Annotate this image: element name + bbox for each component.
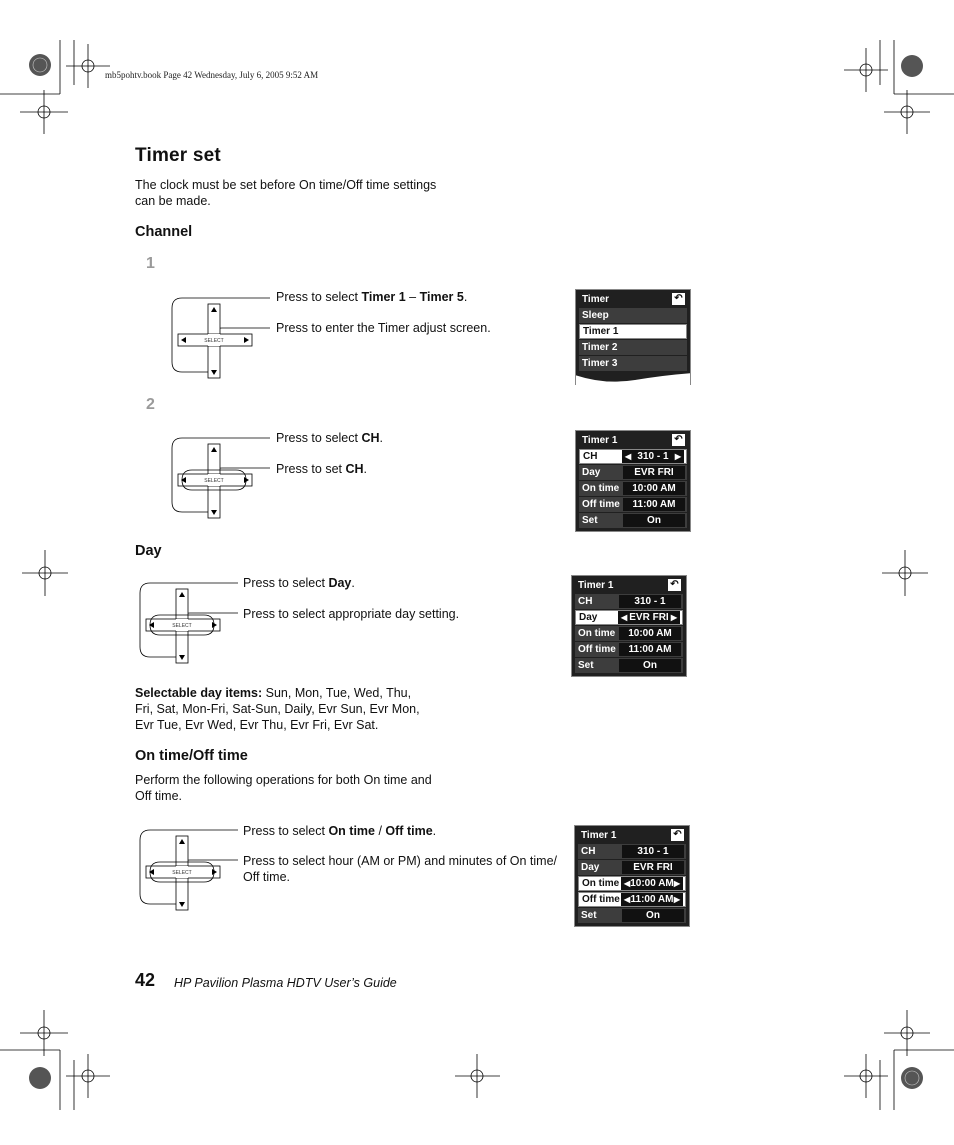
back-icon: ↶ (672, 434, 685, 446)
pad-label: SELECT (204, 478, 224, 484)
callout-select-on-off: Press to select On time / Off time. (243, 824, 437, 838)
row-ch[interactable]: CH 310 - 1 (575, 594, 683, 609)
channel-heading: Channel (135, 224, 193, 240)
remote-pad-3 (138, 575, 238, 675)
ontime-heading: On time/Off time (135, 748, 248, 764)
file-header: mb5pohtv.book Page 42 Wednesday, July 6, 2005 9:52 AM (105, 70, 319, 80)
callout-select-hour: Press to select hour (AM or PM) and minutes of On time/ Off time. (243, 854, 558, 884)
menu-item-sleep[interactable]: Sleep (579, 308, 687, 323)
menu-item-timer-1[interactable]: Timer 1 (579, 324, 687, 339)
page-title: Timer set (135, 145, 221, 166)
callout-select-timer: Press to select Timer 1 – Timer 5. (276, 290, 468, 304)
selectable-day-items: Selectable day items: Sun, Mon, Tue, Wed, Thu, Fri, Sat, Mon-Fri, Sat-Sun, Daily, Evr Sun, Evr Mon, Evr Tue, Evr Wed, Evr Thu, Evr Fri, Evr Sat. (135, 686, 420, 732)
remote-pad-2 (170, 430, 270, 530)
back-icon: ↶ (671, 829, 684, 841)
timer1-time-screen: Timer 1 ↶ CH 310 - 1 Day EVR FRI On time ◀ 10:00 AM ▶ Off time ◀ 11:00 AM ▶ Set On (574, 825, 690, 927)
callout-select-day: Press to select Day. (243, 576, 355, 590)
row-set[interactable]: Set On (579, 513, 687, 528)
pad-label: SELECT (172, 623, 192, 629)
intro-text: The clock must be set before On time/Off time settings can be made. (135, 178, 437, 208)
step-number: 2 (146, 396, 155, 413)
back-icon: ↶ (672, 293, 685, 305)
row-set[interactable]: Set On (578, 908, 686, 923)
row-off-time[interactable]: Off time ◀ 11:00 AM ▶ (578, 892, 686, 907)
menu-title: Timer ↶ (579, 293, 687, 307)
callout-enter-timer: Press to enter the Timer adjust screen. (276, 321, 491, 335)
page-number: 42 (135, 970, 156, 990)
row-off-time[interactable]: Off time 11:00 AM (575, 642, 683, 657)
row-off-time[interactable]: Off time 11:00 AM (579, 497, 687, 512)
row-day[interactable]: Day EVR FRI (578, 860, 686, 875)
guide-title: HP Pavilion Plasma HDTV User’s Guide (174, 976, 397, 990)
step-number: 1 (146, 255, 155, 272)
row-day[interactable]: Day ◀ EVR FRI ▶ (575, 610, 683, 625)
row-on-time[interactable]: On time 10:00 AM (575, 626, 683, 641)
ontime-intro: Perform the following operations for both On time and Off time. (135, 773, 432, 803)
menu-item-timer-3[interactable]: Timer 3 (579, 356, 687, 371)
torn-edge (575, 371, 691, 385)
callout-set-ch: Press to set CH. (276, 462, 368, 476)
row-ch[interactable]: CH 310 - 1 (578, 844, 686, 859)
remote-pad-4 (138, 822, 238, 922)
back-icon: ↶ (668, 579, 681, 591)
remote-pad-1 (170, 290, 270, 390)
timer1-ch-screen: Timer 1 ↶ CH ◀ 310 - 1 ▶ Day EVR FRI On time 10:00 AM Off time 11:00 AM Set On (575, 430, 691, 532)
row-ch[interactable]: CH ◀ 310 - 1 ▶ (579, 449, 687, 464)
row-on-time[interactable]: On time 10:00 AM (579, 481, 687, 496)
pad-label: SELECT (204, 338, 224, 344)
menu-item-timer-2[interactable]: Timer 2 (579, 340, 687, 355)
callout-day-setting: Press to select appropriate day setting. (243, 607, 460, 621)
timer-menu-screen (575, 289, 691, 385)
pad-label: SELECT (172, 870, 192, 876)
row-day[interactable]: Day EVR FRI (579, 465, 687, 480)
row-on-time[interactable]: On time ◀ 10:00 AM ▶ (578, 876, 686, 891)
timer1-day-screen: Timer 1 ↶ CH 310 - 1 Day ◀ EVR FRI ▶ On time 10:00 AM Off time 11:00 AM Set On (571, 575, 687, 677)
row-set[interactable]: Set On (575, 658, 683, 673)
day-heading: Day (135, 543, 162, 559)
callout-select-ch: Press to select CH. (276, 431, 383, 445)
